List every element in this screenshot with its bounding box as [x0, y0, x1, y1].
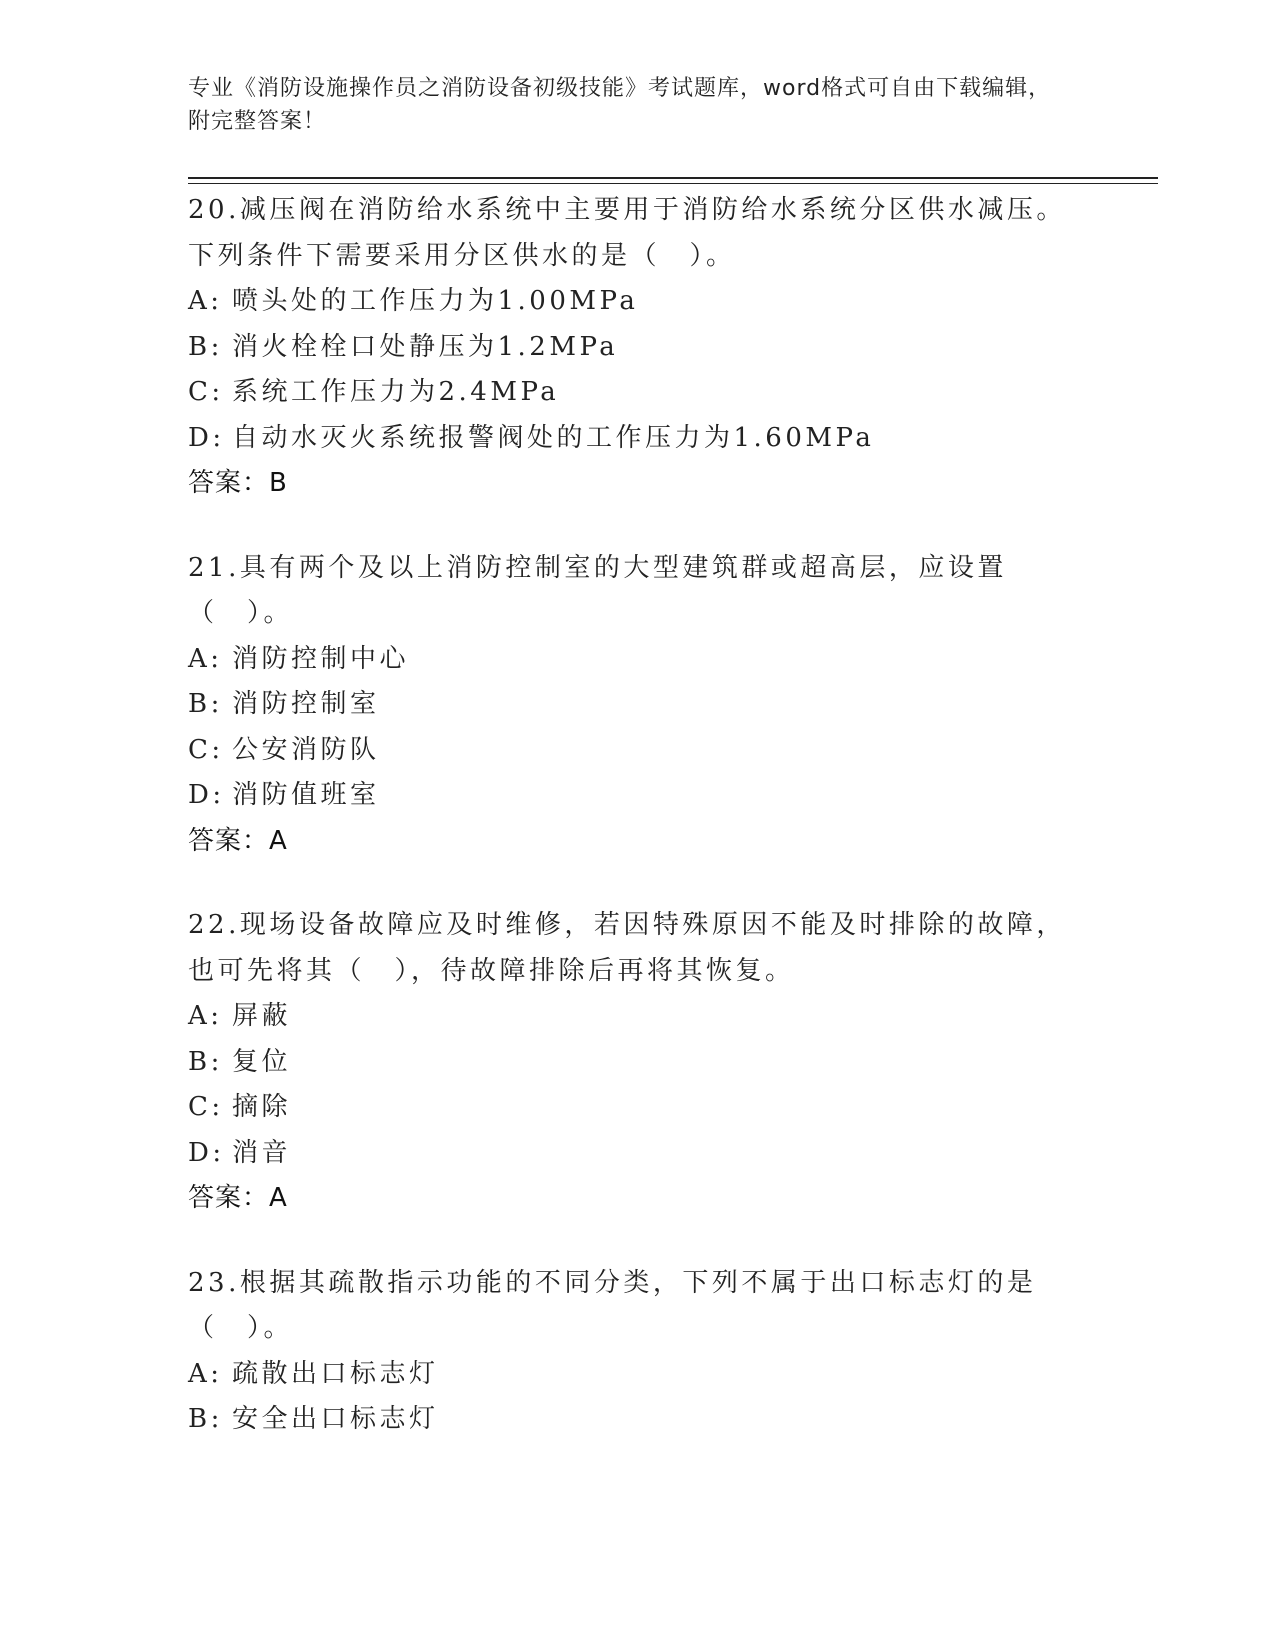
option-d	[188, 1131, 1088, 1177]
option-text: 疏散出口标志灯	[232, 1358, 439, 1389]
option-text: 摘除	[232, 1092, 292, 1122]
answer-line: 答案：A	[188, 825, 288, 856]
option-b	[188, 1040, 1088, 1086]
option-text: 系统工作压力为2.4MPa	[232, 377, 560, 407]
option-key: D:	[188, 1137, 225, 1168]
option-key: B:	[188, 689, 223, 719]
option-c	[188, 1085, 1088, 1131]
option-key: A:	[188, 1358, 223, 1389]
option-text: 喷头处的工作压力为1.00MPa	[232, 286, 639, 316]
option-key: D:	[188, 780, 225, 810]
option-text: 安全出口标志灯	[232, 1404, 439, 1434]
document-header: 专业《消防设施操作员之消防设备初级技能》考试题库，word格式可自由下载编辑，附完整答案！	[188, 76, 1052, 134]
option-d	[188, 773, 1088, 819]
option-text: 复位	[232, 1046, 292, 1077]
option-b	[188, 1397, 1088, 1443]
question-text: 22.现场设备故障应及时维修，若因特殊原因不能及时排除的故障，也可先将其（ ），待故障排除后再将其恢复。	[188, 910, 1066, 986]
option-key: A:	[188, 643, 223, 674]
question-list	[188, 188, 1088, 1482]
option-a	[188, 279, 1088, 325]
option-key: C:	[188, 1092, 224, 1122]
option-c	[188, 728, 1088, 774]
option-key: B:	[188, 1046, 223, 1077]
option-c	[188, 370, 1088, 416]
option-text: 消防控制中心	[232, 643, 410, 674]
option-key: C:	[188, 734, 224, 765]
option-a	[188, 994, 1088, 1040]
option-text: 消防值班室	[232, 780, 380, 810]
question-20	[188, 188, 1088, 507]
option-b	[188, 682, 1088, 728]
header-rule-thin	[188, 183, 1158, 184]
option-text: 消防控制室	[232, 689, 380, 719]
answer-line: 答案：B	[188, 468, 288, 498]
option-a	[188, 637, 1088, 683]
option-a	[188, 1352, 1088, 1398]
option-text: 消火栓栓口处静压为1.2MPa	[232, 331, 619, 362]
option-text: 消音	[232, 1137, 292, 1168]
option-key: D:	[188, 422, 225, 453]
option-key: A:	[188, 1001, 223, 1031]
option-key: C:	[188, 377, 224, 407]
option-b	[188, 325, 1088, 371]
option-text: 屏蔽	[232, 1001, 292, 1031]
question-text: 21.具有两个及以上消防控制室的大型建筑群或超高层，应设置（ ）。	[188, 552, 1007, 628]
option-key: B:	[188, 1404, 223, 1434]
question-22	[188, 903, 1088, 1222]
option-key: B:	[188, 331, 223, 362]
option-key: A:	[188, 286, 223, 316]
option-text: 自动水灭火系统报警阀处的工作压力为1.60MPa	[232, 422, 875, 453]
question-text: 20.减压阀在消防给水系统中主要用于消防给水系统分区供水减压。下列条件下需要采用分区供水的是（ ）。	[188, 195, 1066, 271]
option-d	[188, 416, 1088, 462]
question-21	[188, 546, 1088, 865]
option-text: 公安消防队	[232, 734, 380, 765]
question-23	[188, 1261, 1088, 1443]
header-rule-thick	[188, 177, 1158, 179]
question-text: 23.根据其疏散指示功能的不同分类，下列不属于出口标志灯的是（ ）。	[188, 1267, 1037, 1343]
answer-line: 答案：A	[188, 1183, 288, 1213]
